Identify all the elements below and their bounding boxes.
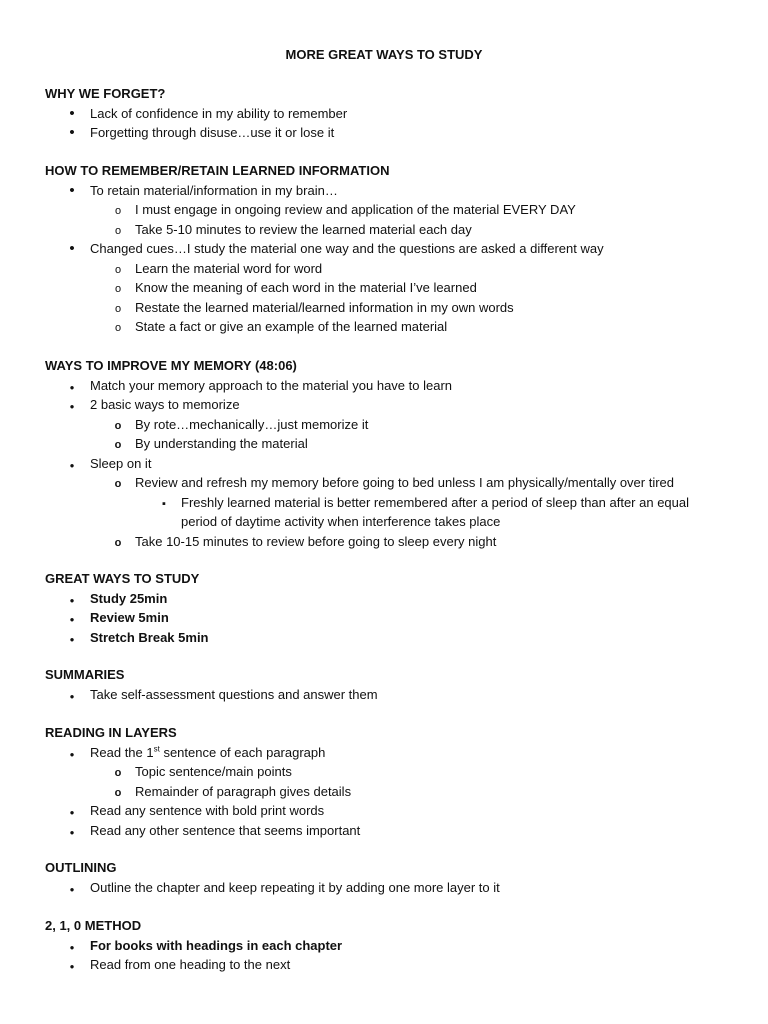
list-item: ● Read any sentence with bold print words (45, 801, 748, 821)
list-item: ● Sleep on it (45, 454, 748, 474)
bullet-icon (65, 608, 79, 630)
circle-bullet-icon (111, 259, 125, 281)
list-item: ● Review 5min (45, 608, 748, 628)
list-item: ● Take self-assessment questions and answer them (45, 685, 748, 705)
section-improve-memory (45, 356, 748, 551)
sub-list-item: o Restate the learned material/learned information in my own words (45, 298, 748, 318)
sub-list-item: o Remainder of paragraph gives details (45, 782, 748, 802)
list-item: ● Read from one heading to the next (45, 955, 748, 975)
circle-bullet-icon (111, 782, 125, 804)
bullet-icon (65, 123, 79, 143)
sub-list-item: o Know the meaning of each word in the material I’ve learned (45, 278, 748, 298)
bullet-icon (65, 589, 79, 611)
bullet-icon (65, 685, 79, 707)
section-heading: HOW TO REMEMBER/RETAIN LEARNED INFORMATION (45, 163, 390, 178)
circle-bullet-icon (111, 220, 125, 242)
bullet-icon (65, 955, 79, 977)
sub-list-item: o By understanding the material (45, 434, 748, 454)
sub-list-item: o Take 10-15 minutes to review before going to sleep every night (45, 532, 748, 552)
circle-bullet-icon (111, 298, 125, 320)
circle-bullet-icon (111, 415, 125, 437)
section-heading: READING IN LAYERS (45, 725, 177, 740)
bullet-icon (65, 821, 79, 843)
list-item: ● For books with headings in each chapter (45, 936, 748, 956)
sub-list-item: o By rote…mechanically…just memorize it (45, 415, 748, 435)
section-heading: SUMMARIES (45, 667, 125, 682)
circle-bullet-icon (111, 278, 125, 300)
sub-list-item: o Take 5-10 minutes to review the learned material each day (45, 220, 748, 240)
section-heading: WAYS TO IMPROVE MY MEMORY (48:06) (45, 358, 297, 373)
circle-bullet-icon (111, 762, 125, 784)
bullet-icon (65, 628, 79, 650)
bullet-icon (65, 376, 79, 398)
list-item: ● Read any other sentence that seems important (45, 821, 748, 841)
section-heading: GREAT WAYS TO STUDY (45, 571, 200, 586)
bullet-icon (65, 181, 79, 201)
section-summaries (45, 665, 748, 704)
section-why-we-forget (45, 84, 748, 143)
bullet-icon (65, 801, 79, 823)
list-item: • Changed cues…I study the material one way and the questions are asked a different way (45, 239, 748, 259)
section-heading: OUTLINING (45, 860, 117, 875)
list-item: • Forgetting through disuse…use it or lose it (45, 123, 748, 143)
circle-bullet-icon (111, 317, 125, 339)
bullet-icon (65, 104, 79, 124)
sub-sub-list-item: ▪ Freshly learned material is better remembered after a period of sleep than after an equal period of daytime activity when interference takes place (45, 493, 721, 532)
list-item: ● Outline the chapter and keep repeating it by adding one more layer to it (45, 878, 748, 898)
list-item: ● Stretch Break 5min (45, 628, 748, 648)
sub-list-item: o I must engage in ongoing review and application of the material EVERY DAY (45, 200, 748, 220)
list-item: ● 2 basic ways to memorize (45, 395, 748, 415)
list-item: ● Match your memory approach to the material you have to learn (45, 376, 748, 396)
section-how-to-remember (45, 161, 748, 337)
bullet-icon (65, 395, 79, 417)
sub-list-item: o Learn the material word for word (45, 259, 748, 279)
list-item: ● Read the 1st sentence of each paragraph (45, 743, 748, 763)
bullet-icon (65, 743, 79, 765)
bullet-icon (65, 936, 79, 958)
circle-bullet-icon (111, 200, 125, 222)
section-heading: WHY WE FORGET? (45, 86, 166, 101)
section-outlining (45, 858, 748, 897)
circle-bullet-icon (111, 434, 125, 456)
section-210-method (45, 916, 748, 975)
bullet-icon (65, 878, 79, 900)
sub-list-item: o Review and refresh my memory before going to bed unless I am physically/mentally over tired (45, 473, 748, 493)
section-great-ways (45, 569, 748, 647)
page-title: MORE GREAT WAYS TO STUDY (285, 47, 483, 62)
section-heading: 2, 1, 0 METHOD (45, 918, 142, 933)
sub-list-item: o State a fact or give an example of the learned material (45, 317, 748, 337)
bullet-icon (65, 454, 79, 476)
circle-bullet-icon (111, 473, 125, 495)
section-reading-in-layers (45, 723, 748, 840)
list-item: ● Study 25min (45, 589, 748, 609)
bullet-icon (65, 239, 79, 259)
circle-bullet-icon (111, 532, 125, 554)
list-item: • To retain material/information in my brain… (45, 181, 748, 201)
sub-list-item: o Topic sentence/main points (45, 762, 748, 782)
list-item: • Lack of confidence in my ability to remember (45, 104, 748, 124)
square-bullet-icon (157, 493, 171, 515)
